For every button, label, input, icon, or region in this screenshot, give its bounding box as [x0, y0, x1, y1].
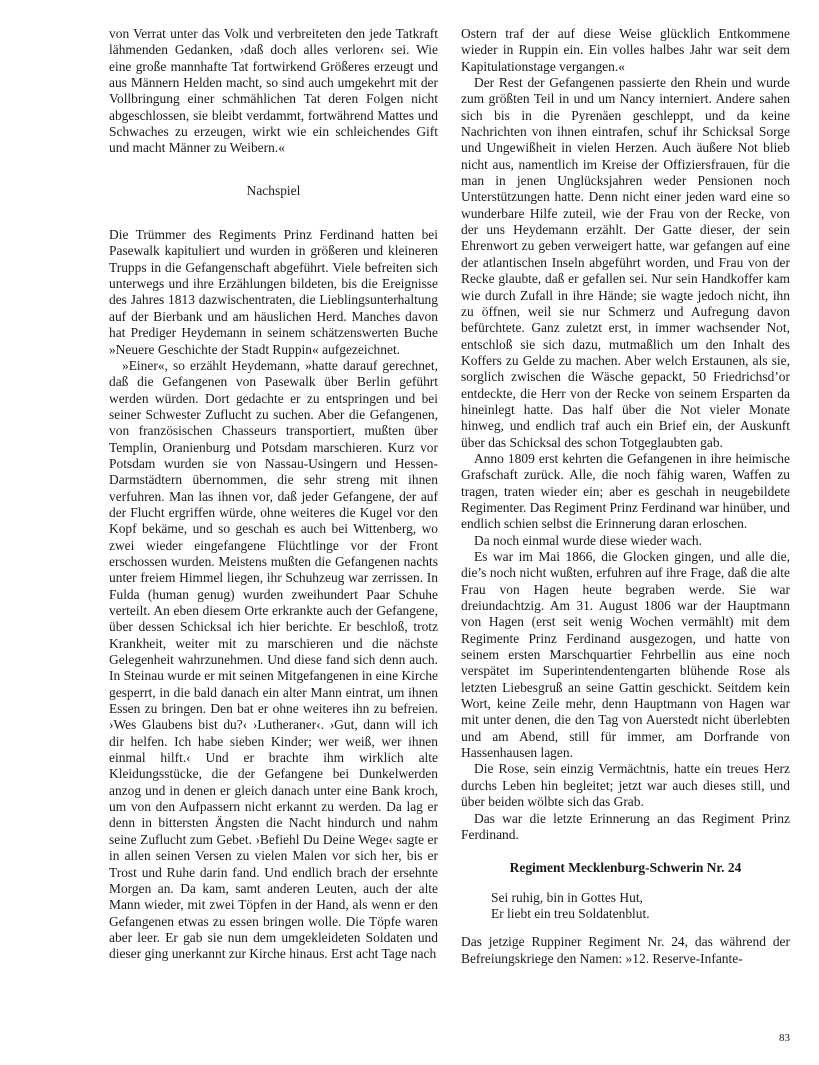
right-paragraph-7: Das war die letzte Erinnerung an das Regiment Prinz Ferdinand.	[461, 810, 790, 842]
left-column	[109, 26, 438, 963]
right-paragraph-1: Ostern traf der auf diese Weise glücklich Entkommene wieder in Ruppin ein. Ein volles halbes Jahr war seit dem Kapitulationstage vergangen.«	[461, 26, 790, 74]
right-paragraph-5: Es war im Mai 1866, die Glocken gingen, und alle die, die’s noch nicht wußten, erfuhren auf ihre Frage, daß die alte Frau von Hagen heute begraben werde. Sie war dreiundachtzig. Am 31. August 1806 war der Hauptmann von Hagen (erst seit wenig Wochen vermählt) mit dem Regimente Prinz Ferdinand ausgezogen, und hatte von seinem ersten Marschquartier Fehrbellin aus eine noch verspätet im Superintendentengarten blühende Rose als letzten Liebesgruß an seine Gattin geschickt. Seitdem kein Wort, keine Zeile mehr, denn Hauptmann von Hagen war mit unter denen, die den Tag von Auerstedt nicht überlebten und am Abend, still für immer, am Dorfrande von Hassenhausen lagen.	[461, 549, 790, 761]
verse-line-1: Sei ruhig, bin in Gottes Hut,	[491, 889, 643, 905]
verse-line-2: Er liebt ein treu Soldatenblut.	[491, 905, 650, 921]
right-paragraph-4: Da noch einmal wurde diese wieder wach.	[474, 532, 702, 548]
page-number: 83	[779, 1032, 790, 1044]
section-title-regiment: Regiment Mecklenburg-Schwerin Nr. 24	[509, 860, 742, 876]
verse	[491, 890, 790, 923]
left-intro-paragraph: von Verrat unter das Volk und verbreiteten den jede Tatkraft lähmenden Gedanken, ›daß doch alles verloren‹ sei. Wie eine große mannhafte Tat fortwirkend Größeres erzeugt und aus Männern Helden macht, so sind auch umgekehrt mit der Vollbringung einer schmählichen Tat deren Folgen nicht abgeschlossen, sie bleibt verdammt, fortwährend Mattes und Schwaches zu erzeugen, wirkt wie ein schleichendes Gift und macht Männer zu Weibern.«	[109, 26, 438, 156]
section-title-nachspiel: Nachspiel	[246, 182, 301, 198]
right-paragraph-8: Das jetzige Ruppiner Regiment Nr. 24, das während der Befreiungskriege den Namen: »12. Reserve-Infante-	[461, 934, 790, 966]
left-paragraph-2: »Einer«, so erzählt Heydemann, »hatte darauf gerechnet, daß die Gefangenen von Pasewalk über Berlin geführt werden würden. Dort gedachte er zu entspringen und bei seiner Schwester Zuflucht zu suchen. Aber die Gefangenen, von französischen Chasseurs transportiert, mußten über Templin, Oranienburg und Potsdam marschieren. Kurz vor Potsdam wurden sie von Nassau-Usingern und Hessen-Darmstädtern übernommen, die sehr streng mit ihnen verfuhren. Man las ihnen vor, daß jeder Gefangene, der auf der Flucht ergriffen würde, ohne weiteres die Kugel vor den Kopf bekäme, und so geschah es auch bei Wittenberg, wo zwei wieder eingefangene Flüchtlinge vor der Front erschossen wurden. Meistens mußten die Gefangenen nachts unter freiem Himmel liegen, ihr Schuhzeug war zerrissen. In Fulda (human genug) wurden zweihundert Paar Schuhe verteilt. An eben diesem Orte erkrankte auch der Gefangene, über dessen Schicksal ich hier berichte. Er beschloß, trotz Krankheit, weiter mit zu marschieren und die nächste Gelegenheit wahrzunehmen. Und diese fand sich denn auch. In Steinau wurde er mit seinen Mitgefangenen in eine Kirche gesperrt, in die bald danach ein alter Mann eintrat, um ihnen Essen zu bringen. Den bat er ohne weiteres ihn zu befreien. ›Wes Glaubens bist du?‹ ›Lutheraner‹. ›Gut, dann will ich dir helfen. Ich habe sieben Kinder; wer weiß, wer ihnen einmal hilft.‹ Und er brachte ihm wirklich alte Kleidungsstücke, die der Gefangene bei Dunkelwerden anzog und in denen er gleich danach unter eine Bank kroch, um von den Aufpassern nicht erkannt zu werden. Da lag er denn in bittersten Ängsten die Nacht hindurch und nahm seine Zuflucht zum Gebet. ›Befiehl Du Deine Wege‹ sagte er in allen seinen Versen zu vielen Malen vor sich her, bis er Trost und Ruhe darin fand. Und endlich brach der ersehnte Morgen an. Da kam, samt anderen Leuten, auch der alte Mann wieder, mit zwei Töpfen in der Hand, als wenn er den Gefangenen etwas zu essen bringen wolle. Die Töpfe waren aber leer. Er gab sie nun dem umgekleideten Soldaten und dieser ging unerkannt zur Kirche hinaus. Erst acht Tage nach	[109, 357, 438, 962]
left-paragraph-1: Die Trümmer des Regiments Prinz Ferdinand hatten bei Pasewalk kapituliert und wurden in größeren und kleineren Trupps in die Gefangenschaft abgeführt. Viele befreiten sich unterwegs und ihre Erzählungen bildeten, bis die Ereignisse des Jahres 1813 dazwischentraten, die Lieblingsunterhaltung auf der Bierbank und am häuslichen Herd. Manches davon hat Prediger Heydemann in seinem schätzenswerten Buche »Neuere Geschichte der Stadt Ruppin« aufgezeichnet.	[109, 227, 438, 357]
right-paragraph-2: Der Rest der Gefangenen passierte den Rhein und wurde zum größten Teil in und um Nancy interniert. Andere sahen sich bis in die Pyrenäen geschleppt, und da keine Nachrichten von ihnen eintrafen, schuf ihr Schicksal Sorge und Ungewißheit in vielen Herzen. Auch äußere Not blieb nicht aus, namentlich im Kreise der Offiziersfrauen, für die man in jenen Unglücksjahren weder Pensionen noch Unterstützungen hatte. Denn nicht einer jeden ward eine so wunderbare Hilfe zuteil, wie der Frau von der Recke, von der uns Heydemann erzählt. Der Gatte dieser, der sein Ehrenwort zu geben verweigert hatte, war gefangen auf eine der atlantischen Inseln abgeführt worden, und Frau von der Recke glaubte, daß er gefallen sei. Nur sein Handkoffer kam wie durch Zufall in ihre Hände; sie wagte jedoch nicht, ihn zu öffnen, weil sie nur Schmerz und Aufregung davon befürchtete. Ganz zuletzt erst, in immer wachsender Not, entschloß sie sich dazu, mutmaßlich um den Inhalt des Koffers zu Gelde zu machen. Aber welch Erstaunen, als sie, sorglich zwischen die Wäsche gepackt, 50 Friedrichsd’or entdeckte, die Herr von der Recke von seinem Ersparten da hineinlegt hatte. Das half über die Not vieler Monate hinweg, und endlich traf auch ein Brief ein, der Auskunft über das Schicksal des schon Totgeglaubten gab.	[461, 75, 790, 450]
right-paragraph-6: Die Rose, sein einzig Vermächtnis, hatte ein treues Herz durchs Leben hin begleitet; jetzt war auch dieses still, und über beiden wölbte sich das Grab.	[461, 761, 790, 810]
right-paragraph-3: Anno 1809 erst kehrten die Gefangenen in ihre heimische Grafschaft zurück. Alle, die noch fähig waren, Waffen zu tragen, traten wieder ein; aber es geschah in neugebildete Regimenter. Das Regiment Prinz Ferdinand war hinüber, und endlich schien selbst die Erinnerung daran erloschen.	[461, 450, 790, 532]
right-column	[461, 26, 790, 967]
